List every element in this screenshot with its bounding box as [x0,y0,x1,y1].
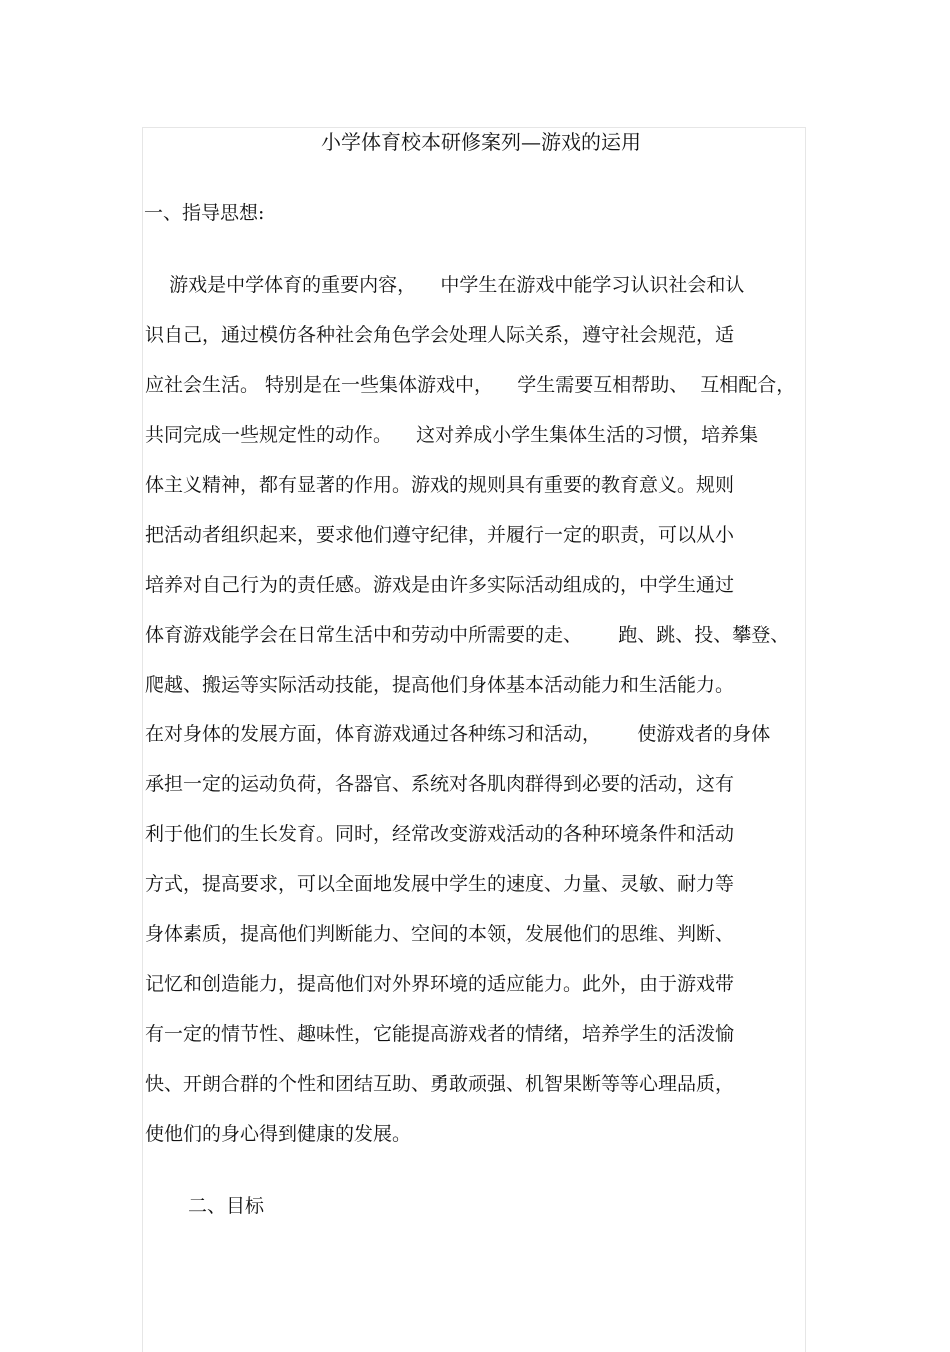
paragraph-line: 有一定的情节性、趣味性，它能提高游戏者的情绪，培养学生的活泼愉 [145,1023,735,1045]
paragraph-line: 培养对自己行为的责任感。游戏是由许多实际活动组成的，中学生通过 [145,574,735,596]
paragraph-line: 使他们的身心得到健康的发展。 [145,1123,412,1145]
section-heading-goals: 二、目标 [188,1195,265,1217]
paragraph-line: 把活动者组织起来，要求他们遵守纪律，并履行一定的职责，可以从小 [145,524,735,546]
paragraph-line: 应社会生活。 特别是在一些集体游戏中， 学生需要互相帮助、 互相配合， [145,374,796,396]
section-heading-guiding-ideology: 一、指导思想: [144,202,265,224]
paragraph-line: 快、开朗合群的个性和团结互助、勇敢顽强、机智果断等等心理品质， [145,1073,735,1095]
paragraph-line: 方式，提高要求，可以全面地发展中学生的速度、力量、灵敏、耐力等 [145,873,735,895]
paragraph-line: 游戏是中学体育的重要内容， 中学生在游戏中能学习认识社会和认 [145,274,745,296]
paragraph-line: 体育游戏能学会在日常生活中和劳动中所需要的走、 跑、跳、投、攀登、 [145,624,790,646]
paragraph-line: 体主义精神，都有显著的作用。游戏的规则具有重要的教育意义。规则 [145,474,735,496]
paragraph-line: 记忆和创造能力，提高他们对外界环境的适应能力。此外，由于游戏带 [145,973,735,995]
paragraph-line: 共同完成一些规定性的动作。 这对养成小学生集体生活的习惯，培养集 [145,424,759,446]
document-title: 小学体育校本研修案列—游戏的运用 [321,130,641,154]
paragraph-line: 身体素质，提高他们判断能力、空间的本领，发展他们的思维、判断、 [145,923,735,945]
paragraph-line: 在对身体的发展方面，体育游戏通过各种练习和活动， 使游戏者的身体 [145,723,771,745]
paragraph-line: 利于他们的生长发育。同时，经常改变游戏活动的各种环境条件和活动 [145,823,735,845]
paragraph-line: 识自己，通过模仿各种社会角色学会处理人际关系，遵守社会规范，适 [145,324,735,346]
paragraph-line: 承担一定的运动负荷，各器官、系统对各肌肉群得到必要的活动，这有 [145,773,735,795]
paragraph-line: 爬越、搬运等实际活动技能，提高他们身体基本活动能力和生活能力。 [145,674,735,696]
